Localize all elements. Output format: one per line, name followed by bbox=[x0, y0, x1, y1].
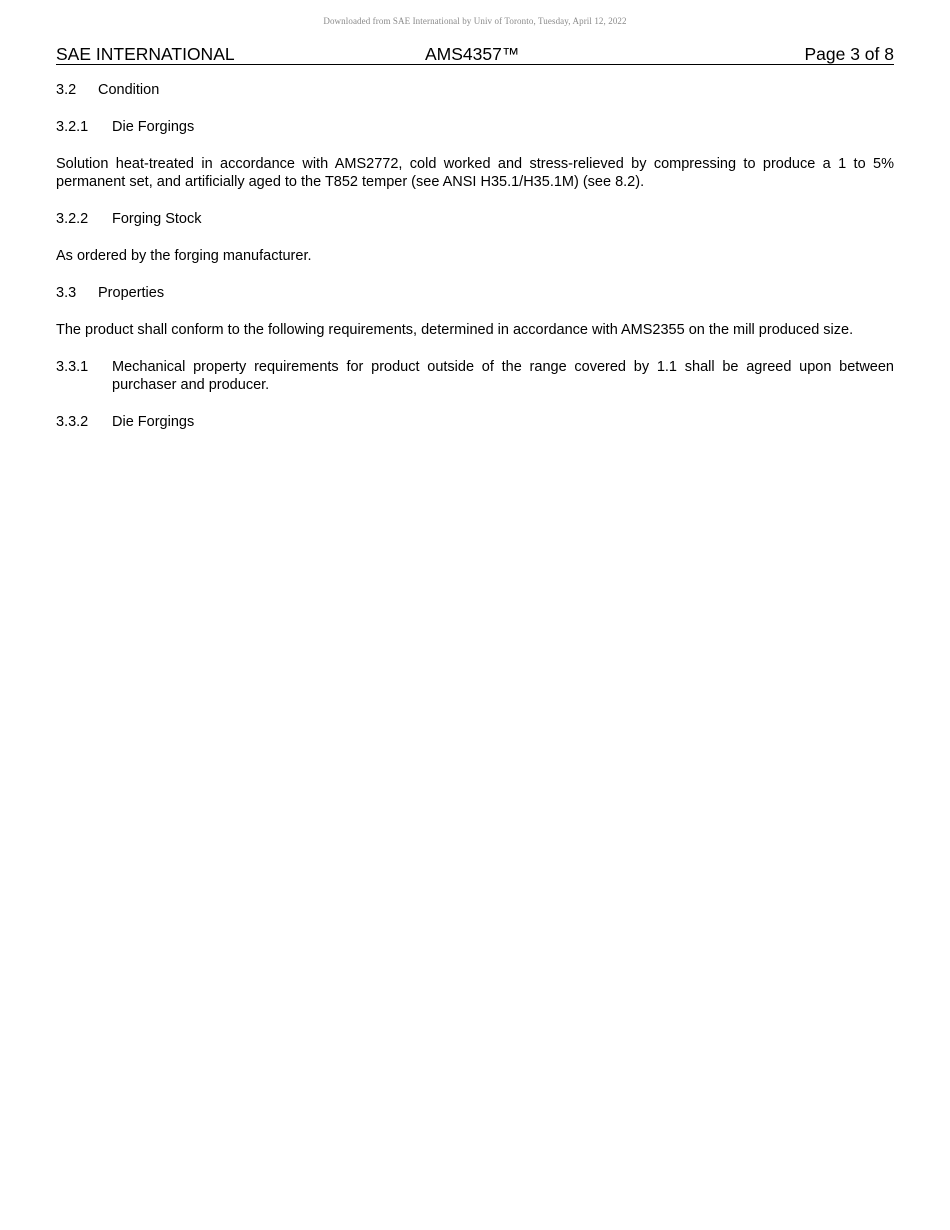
page-header bbox=[56, 44, 894, 65]
section-title: Forging Stock bbox=[112, 211, 202, 227]
section-3-3-heading bbox=[56, 284, 894, 302]
section-number: 3.2.2 bbox=[56, 211, 89, 227]
section-number: 3.3.1 bbox=[56, 359, 89, 375]
section-3-3-text: The product shall conform to the following requirements, determined in accordance with AMS2355 on the mill produced size. bbox=[56, 322, 854, 338]
header-organization: SAE INTERNATIONAL bbox=[56, 44, 235, 64]
section-3-2-heading bbox=[56, 81, 894, 99]
section-title: Properties bbox=[98, 285, 165, 301]
section-3-3-1-text: Mechanical property requirements for product outside of the range covered by 1.1 shall be agreed upon between purchaser and producer. bbox=[112, 359, 894, 393]
section-title: Condition bbox=[98, 82, 160, 98]
document-body bbox=[56, 81, 894, 450]
download-watermark: Downloaded from SAE International by Univ of Toronto, Tuesday, April 12, 2022 bbox=[323, 16, 627, 26]
header-document-id: AMS4357™ bbox=[425, 44, 520, 64]
section-3-3-1 bbox=[56, 358, 894, 394]
section-title: Die Forgings bbox=[112, 119, 195, 135]
section-number: 3.3.2 bbox=[56, 414, 89, 430]
section-number: 3.2.1 bbox=[56, 119, 89, 135]
section-3-2-2-text: As ordered by the forging manufacturer. bbox=[56, 248, 312, 264]
section-3-2-2-heading bbox=[56, 210, 894, 228]
section-title: Die Forgings bbox=[112, 414, 195, 430]
section-number: 3.3 bbox=[56, 285, 77, 301]
section-number: 3.2 bbox=[56, 82, 77, 98]
section-3-2-1-text: Solution heat-treated in accordance with AMS2772, cold worked and stress-relieved by compressing to produce a 1 to 5% permanent set, and artificially aged to the T852 temper (see ANSI H35.1/H35.1M) (see 8.2). bbox=[56, 156, 894, 190]
section-3-3-2-heading bbox=[56, 413, 894, 431]
header-page-number: Page 3 of 8 bbox=[804, 44, 894, 64]
section-3-2-1-heading bbox=[56, 118, 894, 136]
